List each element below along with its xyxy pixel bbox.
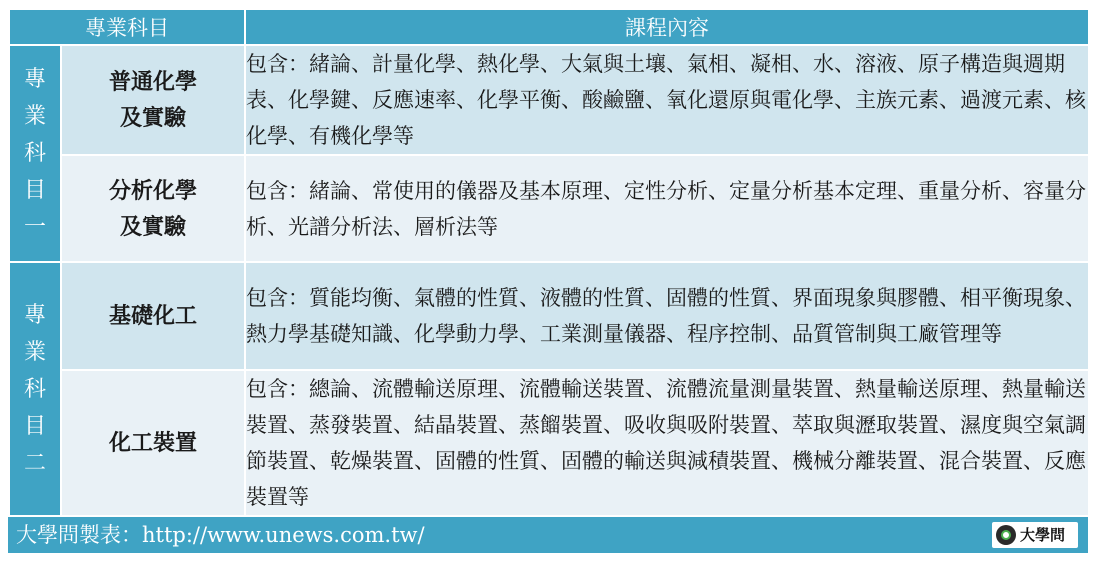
category-char: 二 — [23, 450, 46, 476]
footer-bar — [8, 517, 1088, 553]
subject-name-line2: 及實驗 — [119, 213, 186, 240]
category-char: 業 — [23, 339, 46, 365]
content-cell: 包含：緒論、計量化學、熱化學、大氣與土壤、氣相、凝相、水、溶液、原子構造與週期表、化學鍵、反應速率、化學平衡、酸鹼鹽、氧化還原與電化學、主族元素、過渡元素、核化學、有機化學等 — [245, 45, 1089, 155]
category-label-2 — [9, 262, 61, 516]
logo-icon — [996, 525, 1016, 545]
subject-name-line1: 化工裝置 — [108, 430, 197, 456]
header-subject: 專業科目 — [9, 9, 245, 45]
table-row — [9, 155, 1089, 262]
footer-credit: 大學問製表：http://www.unews.com.tw/ — [16, 523, 425, 547]
category-char: 專 — [23, 67, 46, 92]
category-char: 科 — [23, 141, 46, 166]
curriculum-table — [8, 8, 1090, 517]
subject-cell — [61, 262, 245, 370]
category-char: 一 — [23, 215, 46, 240]
logo-text: 大學問 — [1020, 526, 1066, 544]
category-char: 業 — [23, 104, 46, 129]
category-char: 科 — [23, 376, 46, 402]
subject-name-line1: 基礎化工 — [108, 303, 197, 329]
table-row — [9, 370, 1089, 516]
content-cell: 包含：質能均衡、氣體的性質、液體的性質、固體的性質、界面現象與膠體、相平衡現象、熱力學基礎知識、化學動力學、工業測量儀器、程序控制、品質管制與工廠管理等 — [245, 262, 1089, 370]
subject-name-line1: 普通化學 — [108, 69, 197, 95]
category-label-1 — [9, 45, 61, 262]
subject-name-line1: 分析化學 — [108, 177, 197, 204]
subject-cell — [61, 370, 245, 516]
curriculum-table-container — [8, 8, 1088, 553]
category-char: 目 — [23, 413, 46, 439]
unews-logo — [992, 522, 1078, 548]
table-row — [9, 262, 1089, 370]
table-header-row — [9, 9, 1089, 45]
header-content: 課程內容 — [245, 9, 1089, 45]
category-char: 目 — [23, 178, 46, 203]
content-cell: 包含：緒論、常使用的儀器及基本原理、定性分析、定量分析基本定理、重量分析、容量分析、光譜分析法、層析法等 — [245, 155, 1089, 262]
content-cell: 包含：總論、流體輸送原理、流體輸送裝置、流體流量測量裝置、熱量輸送原理、熱量輸送裝置、蒸發裝置、結晶裝置、蒸餾裝置、吸收與吸附裝置、萃取與瀝取裝置、濕度與空氣調節裝置、乾燥裝置、固體的性質、固體的輸送與減積裝置、機械分離裝置、混合裝置、反應裝置等 — [245, 370, 1089, 516]
subject-name-line2: 及實驗 — [119, 105, 186, 131]
subject-cell — [61, 45, 245, 155]
subject-cell — [61, 155, 245, 262]
table-row — [9, 45, 1089, 155]
category-char: 專 — [23, 302, 46, 328]
